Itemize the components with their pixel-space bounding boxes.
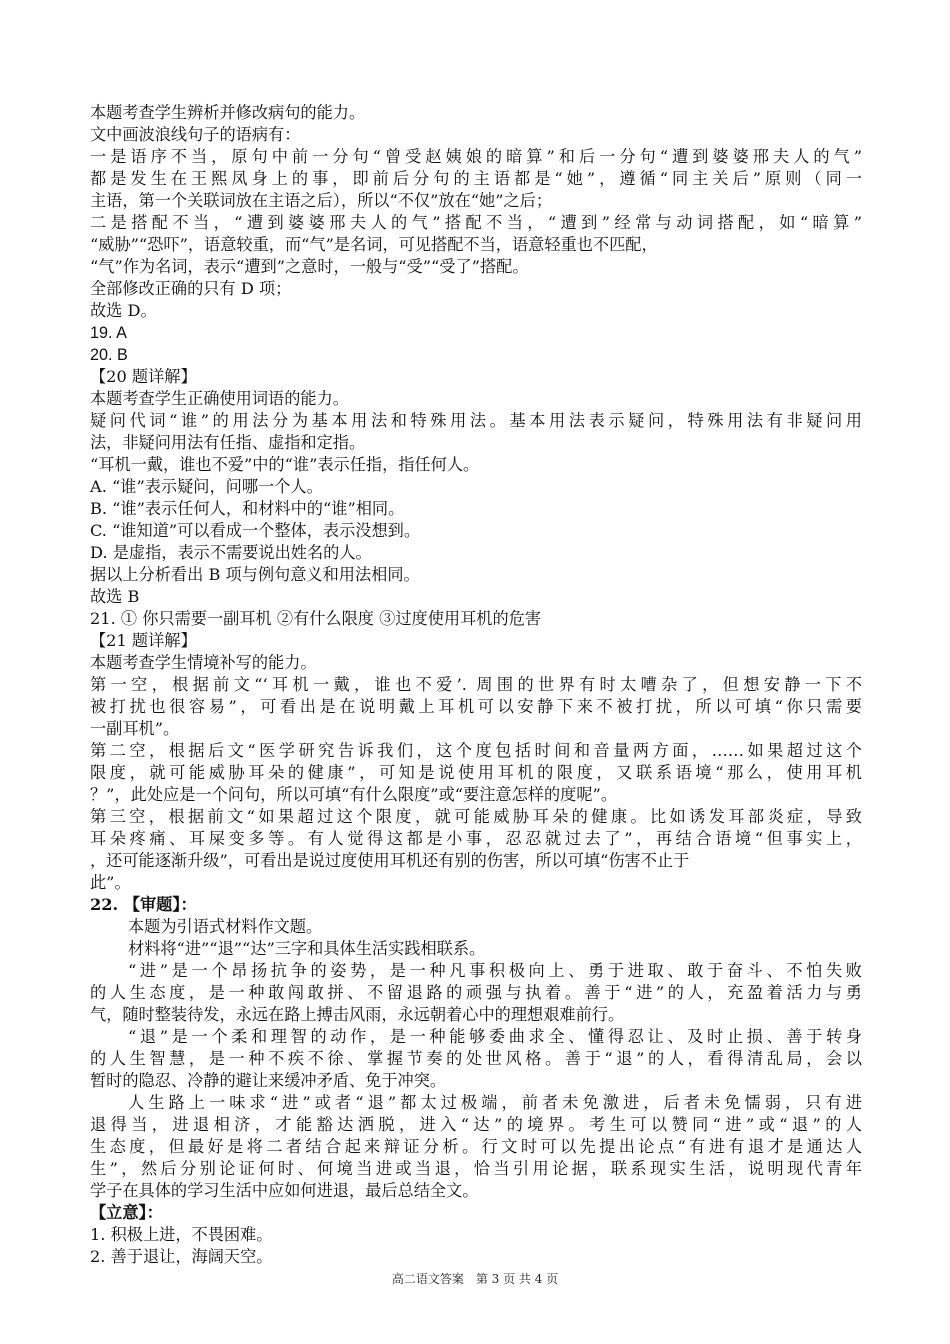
text-line: “气”作为名词，表示“遭到”之意时，一般与“受”“受了”搭配。 <box>90 257 529 276</box>
text-line: 本题考查学生辨析并修改病句的能力。 <box>90 103 366 122</box>
text-line: 限度，就可能威胁耳朵的健康”，可知是说使用耳机的限度，又联系语境“那么，使用耳机 <box>90 763 862 782</box>
text-line: 气，随时整装待发，永远在路上搏击风雨，永远朝着心中的理想艰难前行。 <box>90 1005 625 1024</box>
text-line: 法，非疑问用法有任指、虚指和定指。 <box>90 433 366 452</box>
option-line: D. 是虚指，表示不需要说出姓名的人。 <box>90 543 372 562</box>
text-line: 文中画波浪线句子的语病有： <box>90 125 301 144</box>
text-line: 本题考查学生情境补写的能力。 <box>90 653 317 672</box>
text-line: 一副耳机”。 <box>90 719 180 738</box>
list-item: 1. 积极上进，不畏困难。 <box>90 1225 273 1244</box>
text-line: ？”，此处应是一个问句，所以可填“有什么限度”或“要注意怎样的度呢”。 <box>90 785 618 804</box>
text-line: 都是发生在王熙凤身上的事，即前后分句的主语都是“她”，遵循“同主关后”原则（同一 <box>90 169 862 188</box>
text-line: 被打扰也很容易”，可看出是在说明戴上耳机可以安静下来不被打扰，所以可填“你只需要 <box>90 697 862 716</box>
option-line: B. “谁”表示任何人，和材料中的“谁”相同。 <box>90 499 405 518</box>
text-line: 第一空，根据前文“‘耳机一戴，谁也不爱’. 周围的世界有时太嘈杂了，但想安静一下不 <box>90 675 862 694</box>
text-line: 生态度，但最好是将二者结合起来辩证分析。行文时可以先提出论点“有进有退才是通达人 <box>90 1137 862 1156</box>
list-item: 2. 善于退让，海阔天空。 <box>90 1247 273 1266</box>
text-line: 的人生智慧，是一种不疾不徐、掌握节奏的处世风格。善于“退”的人，看得清乱局，会以 <box>90 1049 862 1068</box>
text-line: 本题考查学生正确使用词语的能力。 <box>90 389 349 408</box>
text-line: 疑问代词“谁”的用法分为基本用法和特殊用法。基本用法表示疑问，特殊用法有非疑问用 <box>90 411 862 430</box>
answer-line: 21. ① 你只需要一副耳机 ②有什么限度 ③过度使用耳机的危害 <box>90 609 542 628</box>
text-line: “进”是一个昂扬抗争的姿势，是一种凡事积极向上、勇于进取、敢于奋斗、不怕失败 <box>128 961 862 980</box>
answer-line: 20. B <box>90 346 128 364</box>
document-body <box>90 102 862 1268</box>
text-line: 的人生态度，是一种敢闯敢拼、不留退路的顽强与执着。善于“进”的人，充盈着活力与勇 <box>90 983 862 1002</box>
text-line: ，还可能逐渐升级”，可看出是说过度使用耳机还有别的伤害，所以可填“伤害不止于 <box>90 851 690 870</box>
text-line: “威胁”“恐吓”，语意较重，而“气”是名词，可见搭配不当，语意轻重也不匹配， <box>90 235 658 254</box>
section-heading: 22. 【审题】： <box>90 895 197 914</box>
text-line: 第三空，根据前文“如果超过这个限度，就可能威胁耳朵的健康。比如诱发耳部炎症，导致 <box>90 807 862 826</box>
section-heading: 【21 题详解】 <box>90 631 197 650</box>
text-line: 第二空，根据后文“医学研究告诉我们，这个度包括时间和音量两方面，……如果超过这个 <box>90 741 862 760</box>
text-line: 一是语序不当，原句中前一分句“曾受赵姨娘的暗算”和后一分句“遭到婆婆邢夫人的气” <box>90 147 862 166</box>
text-line: 退得当，进退相济，才能豁达洒脱，进入“达”的境界。考生可以赞同“进”或“退”的人 <box>90 1115 862 1134</box>
text-line: 生”，然后分别论证何时、何境当进或当退，恰当引用论据，联系现实生活，说明现代青年 <box>90 1159 862 1178</box>
option-line: C. “谁知道”可以看成一个整体，表示没想到。 <box>90 521 421 540</box>
page-footer: 高二语文答案 第 3 页 共 4 页 <box>391 1272 559 1286</box>
text-line: “耳机一戴，谁也不爱”中的“谁”表示任指，指任何人。 <box>90 455 480 474</box>
text-line: 主语，第一个关联词放在主语之后），所以“不仅”放在“她”之后； <box>90 191 553 210</box>
text-line: 据以上分析看出 B 项与例句意义和用法相同。 <box>90 565 420 584</box>
text-line: 本题为引语式材料作文题。 <box>128 917 323 936</box>
text-line: 耳朵疼痛、耳屎变多等。有人觉得这都是小事，忍忍就过去了”，再结合语境“但事实上， <box>90 829 862 848</box>
text-line: “退”是一个柔和理智的动作，是一种能够委曲求全、懂得忍让、及时止损、善于转身 <box>128 1027 862 1046</box>
answer-line: 19. A <box>90 324 127 342</box>
option-line: A. “谁”表示疑问，问哪一个人。 <box>90 477 323 496</box>
section-heading: 【立意】： <box>90 1203 163 1222</box>
text-line: 人生路上一味求“进”或者“退”都太过极端，前者未免激进，后者未免懦弱，只有进 <box>128 1093 862 1112</box>
text-line: 学子在具体的学习生活中应如何进退，最后总结全文。 <box>90 1181 479 1200</box>
text-line: 故选 D。 <box>90 301 157 320</box>
text-line: 暂时的隐忍、冷静的避让来缓冲矛盾、免于冲突。 <box>90 1071 447 1090</box>
text-line: 二是搭配不当，“遭到婆婆邢夫人的气”搭配不当，“遭到”经常与动词搭配，如“暗算” <box>90 213 862 232</box>
section-heading: 【20 题详解】 <box>90 367 197 386</box>
text-line: 故选 B <box>90 587 140 606</box>
text-line: 材料将“进”“退”“达”三字和具体生活实践相联系。 <box>128 939 486 958</box>
text-line: 全部修改正确的只有 D 项； <box>90 279 292 298</box>
text-line: 此”。 <box>90 873 131 892</box>
